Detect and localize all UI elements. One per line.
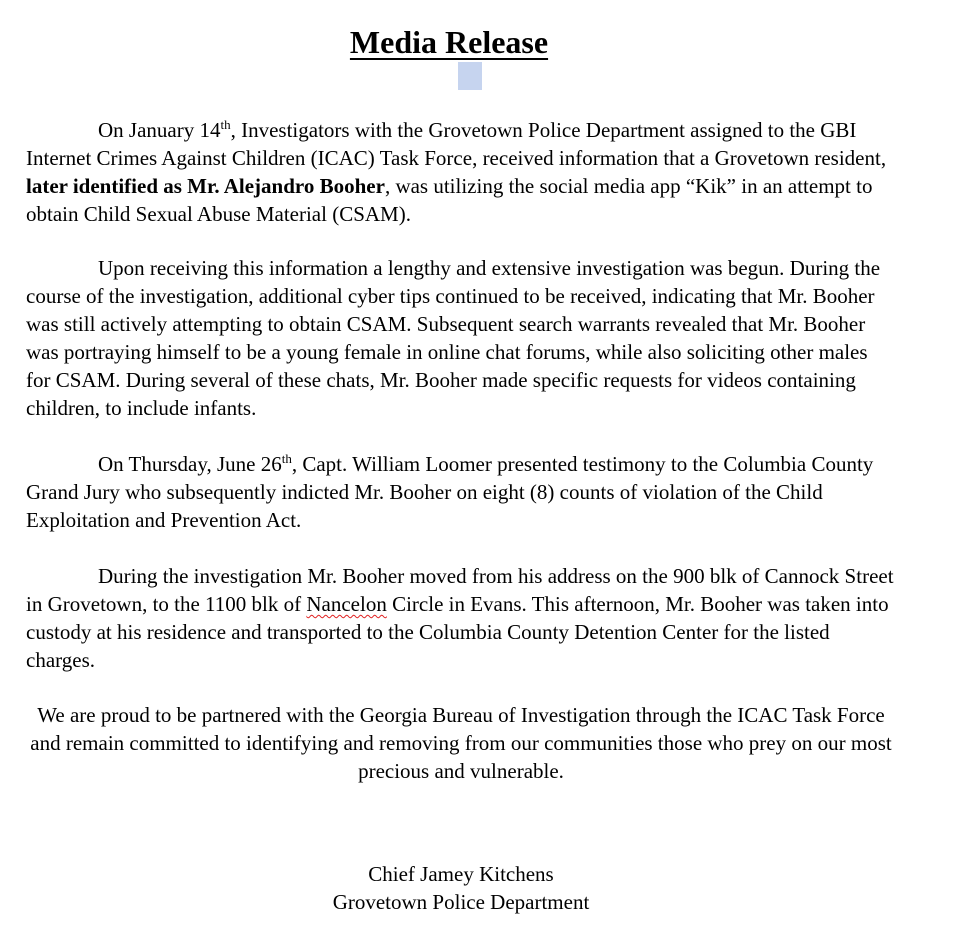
closing-statement: We are proud to be partnered with the Georgia Bureau of Investigation through the ICAC Task Force and remain committed to identifying and removing from our communities those who prey on our most precious and vulnerable.: [30, 703, 892, 783]
text-cursor-highlight: [458, 62, 482, 90]
suspect-name: later identified as Mr. Alejandro Booher: [26, 174, 385, 198]
paragraph-4: During the investigation Mr. Booher moved from his address on the 900 blk of Cannock Street in Grovetown, to the 1100 blk of Nancelon Circle in Evans. This afternoon, Mr. Booher was taken into custody at his residence and transported to the Columbia County Detention Center for the listed charges.: [26, 564, 894, 672]
signature-block: [26, 860, 896, 916]
document-page: [26, 22, 896, 916]
paragraph-1: On January 14th, Investigators with the Grovetown Police Department assigned to the GBI Internet Crimes Against Children (ICAC) Task Force, received information that a Grovetown resident, later identified as Mr. Alejandro Booher, was utilizing the social media app “Kik” in an attempt to obtain Child Sexual Abuse Material (CSAM).: [26, 117, 887, 226]
spellcheck-flagged-word[interactable]: Nancelon: [306, 592, 387, 616]
signature-org: Grovetown Police Department: [332, 890, 590, 914]
signature-name: Chief Jamey Kitchens: [368, 862, 554, 886]
document-title: Media Release: [349, 24, 549, 60]
paragraph-2: Upon receiving this information a lengthy and extensive investigation was begun. During the course of the investigation, additional cyber tips continued to be received, indicating that Mr. Booher was still actively attempting to obtain CSAM. Subsequent search warrants revealed that Mr. Booher was portraying himself to be a young female in online chat forums, while also soliciting other males for CSAM. During several of these chats, Mr. Booher made specific requests for videos containing children, to include infants.: [26, 256, 881, 420]
paragraph-3: On Thursday, June 26th, Capt. William Loomer presented testimony to the Columbia County Grand Jury who subsequently indicted Mr. Booher on eight (8) counts of violation of the Child Exploitation and Prevention Act.: [26, 451, 874, 532]
